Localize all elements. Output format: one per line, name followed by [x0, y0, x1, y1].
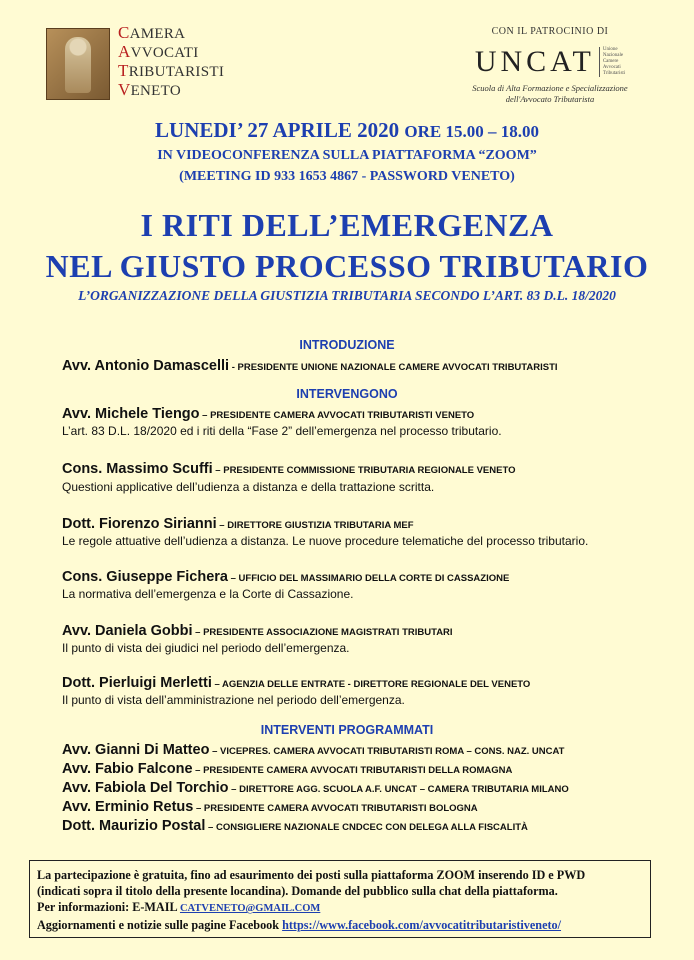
speaker-topic: Le regole attuative dell’udienza a distanza. Le nuove procedure telematiche del processo tributario.: [62, 534, 589, 548]
info-footer: [29, 860, 651, 938]
section-intro: INTRODUZIONE: [299, 338, 395, 352]
event-title-line1: I RITI DELL’EMERGENZA: [140, 207, 554, 243]
speaker-topic: L’art. 83 D.L. 18/2020 ed i riti della “Fase 2” dell’emergenza nel processo tributario.: [62, 424, 502, 438]
speaker-row: Cons. Massimo Scuffi – PRESIDENTE COMMISSIONE TRIBUTARIA REGIONALE VENETO: [62, 461, 516, 477]
meeting-info: (MEETING ID 933 1653 4867 - PASSWORD VENETO): [179, 169, 515, 184]
intro-speaker: Avv. Antonio Damascelli - PRESIDENTE UNIONE NAZIONALE CAMERE AVVOCATI TRIBUTARISTI: [62, 358, 558, 374]
header: [0, 0, 694, 120]
event-title-line2: NEL GIUSTO PROCESSO TRIBUTARIO: [45, 248, 649, 284]
speaker-row: Cons. Giuseppe Fichera – UFFICIO DEL MASSIMARIO DELLA CORTE DI CASSAZIONE: [62, 569, 510, 585]
speaker-row: Dott. Pierluigi Merletti – AGENZIA DELLE ENTRATE - DIRETTORE REGIONALE DEL VENETO: [62, 675, 531, 691]
section-speakers: INTERVENGONO: [296, 387, 398, 401]
uncat-tagline: Scuola di Alta Formazione e Specializzazione dell'Avvocato Tributarista: [472, 83, 628, 104]
event-date: LUNEDI’ 27 APRILE 2020 ORE 15.00 – 18.00: [155, 118, 539, 142]
speaker-topic: La normativa dell’emergenza e la Corte di Cassazione.: [62, 587, 354, 601]
footer-facebook: Aggiornamenti e notizie sulle pagine Facebook https://www.facebook.com/avvocatitributaristiveneto/: [37, 918, 562, 932]
speaker-row: Avv. Michele Tiengo – PRESIDENTE CAMERA AVVOCATI TRIBUTARISTI VENETO: [62, 406, 475, 422]
org-name: CAMERA AVVOCATI TRIBUTARISTI VENETO: [118, 23, 225, 99]
programmed-row: Avv. Fabiola Del Torchio – DIRETTORE AGG. SCUOLA A.F. UNCAT – CAMERA TRIBUTARIA MILANO: [62, 780, 569, 796]
speaker-row: Avv. Daniela Gobbi – PRESIDENTE ASSOCIAZIONE MAGISTRATI TRIBUTARI: [62, 623, 453, 639]
camera-logo-image: [46, 28, 110, 100]
facebook-link[interactable]: https://www.facebook.com/avvocatitributaristiveneto/: [282, 918, 562, 932]
programmed-row: Avv. Gianni Di Matteo – VICEPRES. CAMERA AVVOCATI TRIBUTARISTI ROMA – CONS. NAZ. UNCAT: [62, 742, 565, 758]
uncat-logo: UNCAT Unione Nazionale Camere Avvocati Tributaristi: [474, 45, 626, 78]
footer-line2: (indicati sopra il titolo della presente locandina). Domande del pubblico sulla chat della piattaforma.: [37, 884, 558, 898]
speaker-topic: Questioni applicative dell’udienza a distanza e della trattazione scritta.: [62, 480, 435, 494]
footer-info: Per informazioni: E-MAIL CATVENETO@GMAIL.COM: [37, 900, 321, 914]
speaker-topic: Il punto di vista dei giudici nel periodo dell’emergenza.: [62, 641, 350, 655]
event-subtitle: L’ORGANIZZAZIONE DELLA GIUSTIZIA TRIBUTARIA SECONDO L’ART. 83 D.L. 18/2020: [78, 288, 616, 303]
patronage-block: [450, 26, 650, 105]
programmed-row: Avv. Fabio Falcone – PRESIDENTE CAMERA AVVOCATI TRIBUTARISTI DELLA ROMAGNA: [62, 761, 513, 777]
section-programmed: INTERVENTI PROGRAMMATI: [260, 723, 434, 737]
speaker-row: Dott. Fiorenzo Sirianni – DIRETTORE GIUSTIZIA TRIBUTARIA MEF: [62, 516, 414, 532]
speaker-topic: Il punto di vista dell’amministrazione nel periodo dell’emergenza.: [62, 693, 405, 707]
zoom-info: IN VIDEOCONFERENZA SULLA PIATTAFORMA “ZOOM”: [157, 148, 537, 163]
programmed-row: Avv. Erminio Retus – PRESIDENTE CAMERA AVVOCATI TRIBUTARISTI BOLOGNA: [62, 799, 478, 815]
programmed-row: Dott. Maurizio Postal – CONSIGLIERE NAZIONALE CNDCEC CON DELEGA ALLA FISCALITÀ: [62, 818, 528, 834]
footer-line1: La partecipazione è gratuita, fino ad esaurimento dei posti sulla piattaforma ZOOM inserendo ID e PWD: [37, 868, 586, 882]
email-link[interactable]: CATVENETO@GMAIL.COM: [179, 903, 321, 914]
patronage-label: CON IL PATROCINIO DI: [491, 26, 609, 37]
